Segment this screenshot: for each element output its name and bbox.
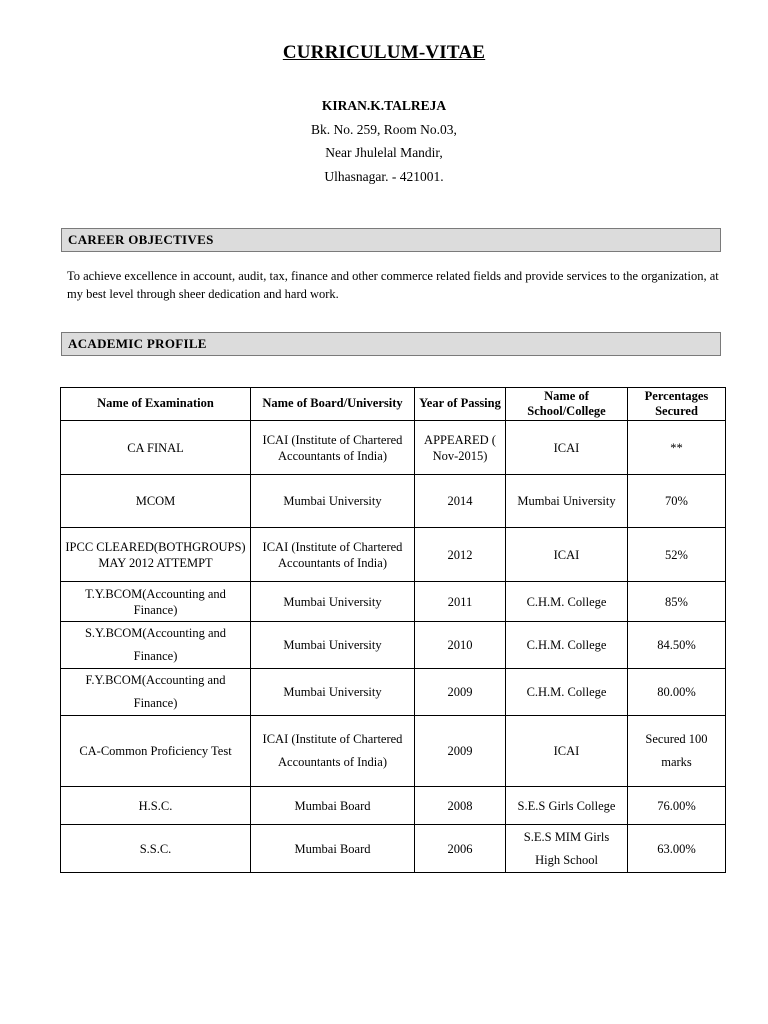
career-objective-text: To achieve excellence in account, audit, tax, finance and other commerce related fields and provide services to the organization, at my best level through sheer dedication and hard work.: [67, 269, 719, 301]
board-cell: ICAI (Institute of Chartered Accountants of India): [251, 528, 415, 582]
school-cell: C.H.M. College: [506, 622, 628, 669]
board-cell: Mumbai University: [251, 582, 415, 622]
year-cell: APPEARED ( Nov-2015): [415, 421, 506, 475]
column-header-exam: Name of Examination: [61, 388, 251, 421]
exam-cell: F.Y.BCOM(Accounting and Finance): [61, 669, 251, 716]
section-heading-career-objectives: CAREER OBJECTIVES: [61, 228, 721, 252]
percent-cell: 63.00%: [628, 825, 726, 873]
exam-cell: MCOM: [61, 475, 251, 528]
school-cell: S.E.S Girls College: [506, 787, 628, 825]
exam-cell: H.S.C.: [61, 787, 251, 825]
address-line-2: Near Jhulelal Mandir,: [325, 145, 443, 160]
year-cell: 2006: [415, 825, 506, 873]
table-row: [61, 622, 726, 669]
column-header-percent: Percentages Secured: [628, 388, 726, 421]
address-line-3: Ulhasnagar. - 421001.: [324, 168, 444, 184]
board-cell: ICAI (Institute of Chartered Accountants of India): [251, 716, 415, 787]
school-cell: S.E.S MIM Girls High School: [506, 825, 628, 873]
school-cell: Mumbai University: [506, 475, 628, 528]
exam-cell: T.Y.BCOM(Accounting and Finance): [61, 582, 251, 622]
percent-cell: **: [628, 421, 726, 475]
address-line-1: Bk. No. 259, Room No.03,: [311, 121, 457, 137]
board-cell: ICAI (Institute of Chartered Accountants of India): [251, 421, 415, 475]
year-cell: 2012: [415, 528, 506, 582]
year-cell: 2011: [415, 582, 506, 622]
school-cell: ICAI: [506, 716, 628, 787]
section-heading-academic-profile: ACADEMIC PROFILE: [61, 332, 721, 356]
table-row: [61, 475, 726, 528]
exam-cell: S.Y.BCOM(Accounting and Finance): [61, 622, 251, 669]
percent-cell: 52%: [628, 528, 726, 582]
percent-cell: 84.50%: [628, 622, 726, 669]
table-row: [61, 787, 726, 825]
year-cell: 2009: [415, 669, 506, 716]
candidate-name: KIRAN.K.TALREJA: [321, 98, 447, 113]
table-row: [61, 669, 726, 716]
exam-cell: IPCC CLEARED(BOTHGROUPS) MAY 2012 ATTEMPT: [61, 528, 251, 582]
table-row: [61, 528, 726, 582]
percent-cell: Secured 100 marks: [628, 716, 726, 787]
school-cell: ICAI: [506, 528, 628, 582]
table-row: [61, 582, 726, 622]
table-row: [61, 421, 726, 475]
percent-cell: 85%: [628, 582, 726, 622]
board-cell: Mumbai University: [251, 669, 415, 716]
table-header-row: [61, 388, 726, 421]
board-cell: Mumbai Board: [251, 825, 415, 873]
percent-cell: 70%: [628, 475, 726, 528]
exam-cell: S.S.C.: [61, 825, 251, 873]
year-cell: 2009: [415, 716, 506, 787]
year-cell: 2014: [415, 475, 506, 528]
column-header-year: Year of Passing: [415, 388, 506, 421]
percent-cell: 76.00%: [628, 787, 726, 825]
column-header-school: Name of School/College: [506, 388, 628, 421]
table-row: [61, 825, 726, 873]
percent-cell: 80.00%: [628, 669, 726, 716]
school-cell: ICAI: [506, 421, 628, 475]
year-cell: 2010: [415, 622, 506, 669]
school-cell: C.H.M. College: [506, 669, 628, 716]
academic-profile-table: [60, 387, 726, 873]
year-cell: 2008: [415, 787, 506, 825]
column-header-board: Name of Board/University: [251, 388, 415, 421]
board-cell: Mumbai University: [251, 622, 415, 669]
contact-block: [0, 94, 768, 188]
exam-cell: CA FINAL: [61, 421, 251, 475]
school-cell: C.H.M. College: [506, 582, 628, 622]
board-cell: Mumbai Board: [251, 787, 415, 825]
table-row: [61, 716, 726, 787]
document-title: CURRICULUM-VITAE: [282, 42, 486, 63]
exam-cell: CA-Common Proficiency Test: [61, 716, 251, 787]
board-cell: Mumbai University: [251, 475, 415, 528]
